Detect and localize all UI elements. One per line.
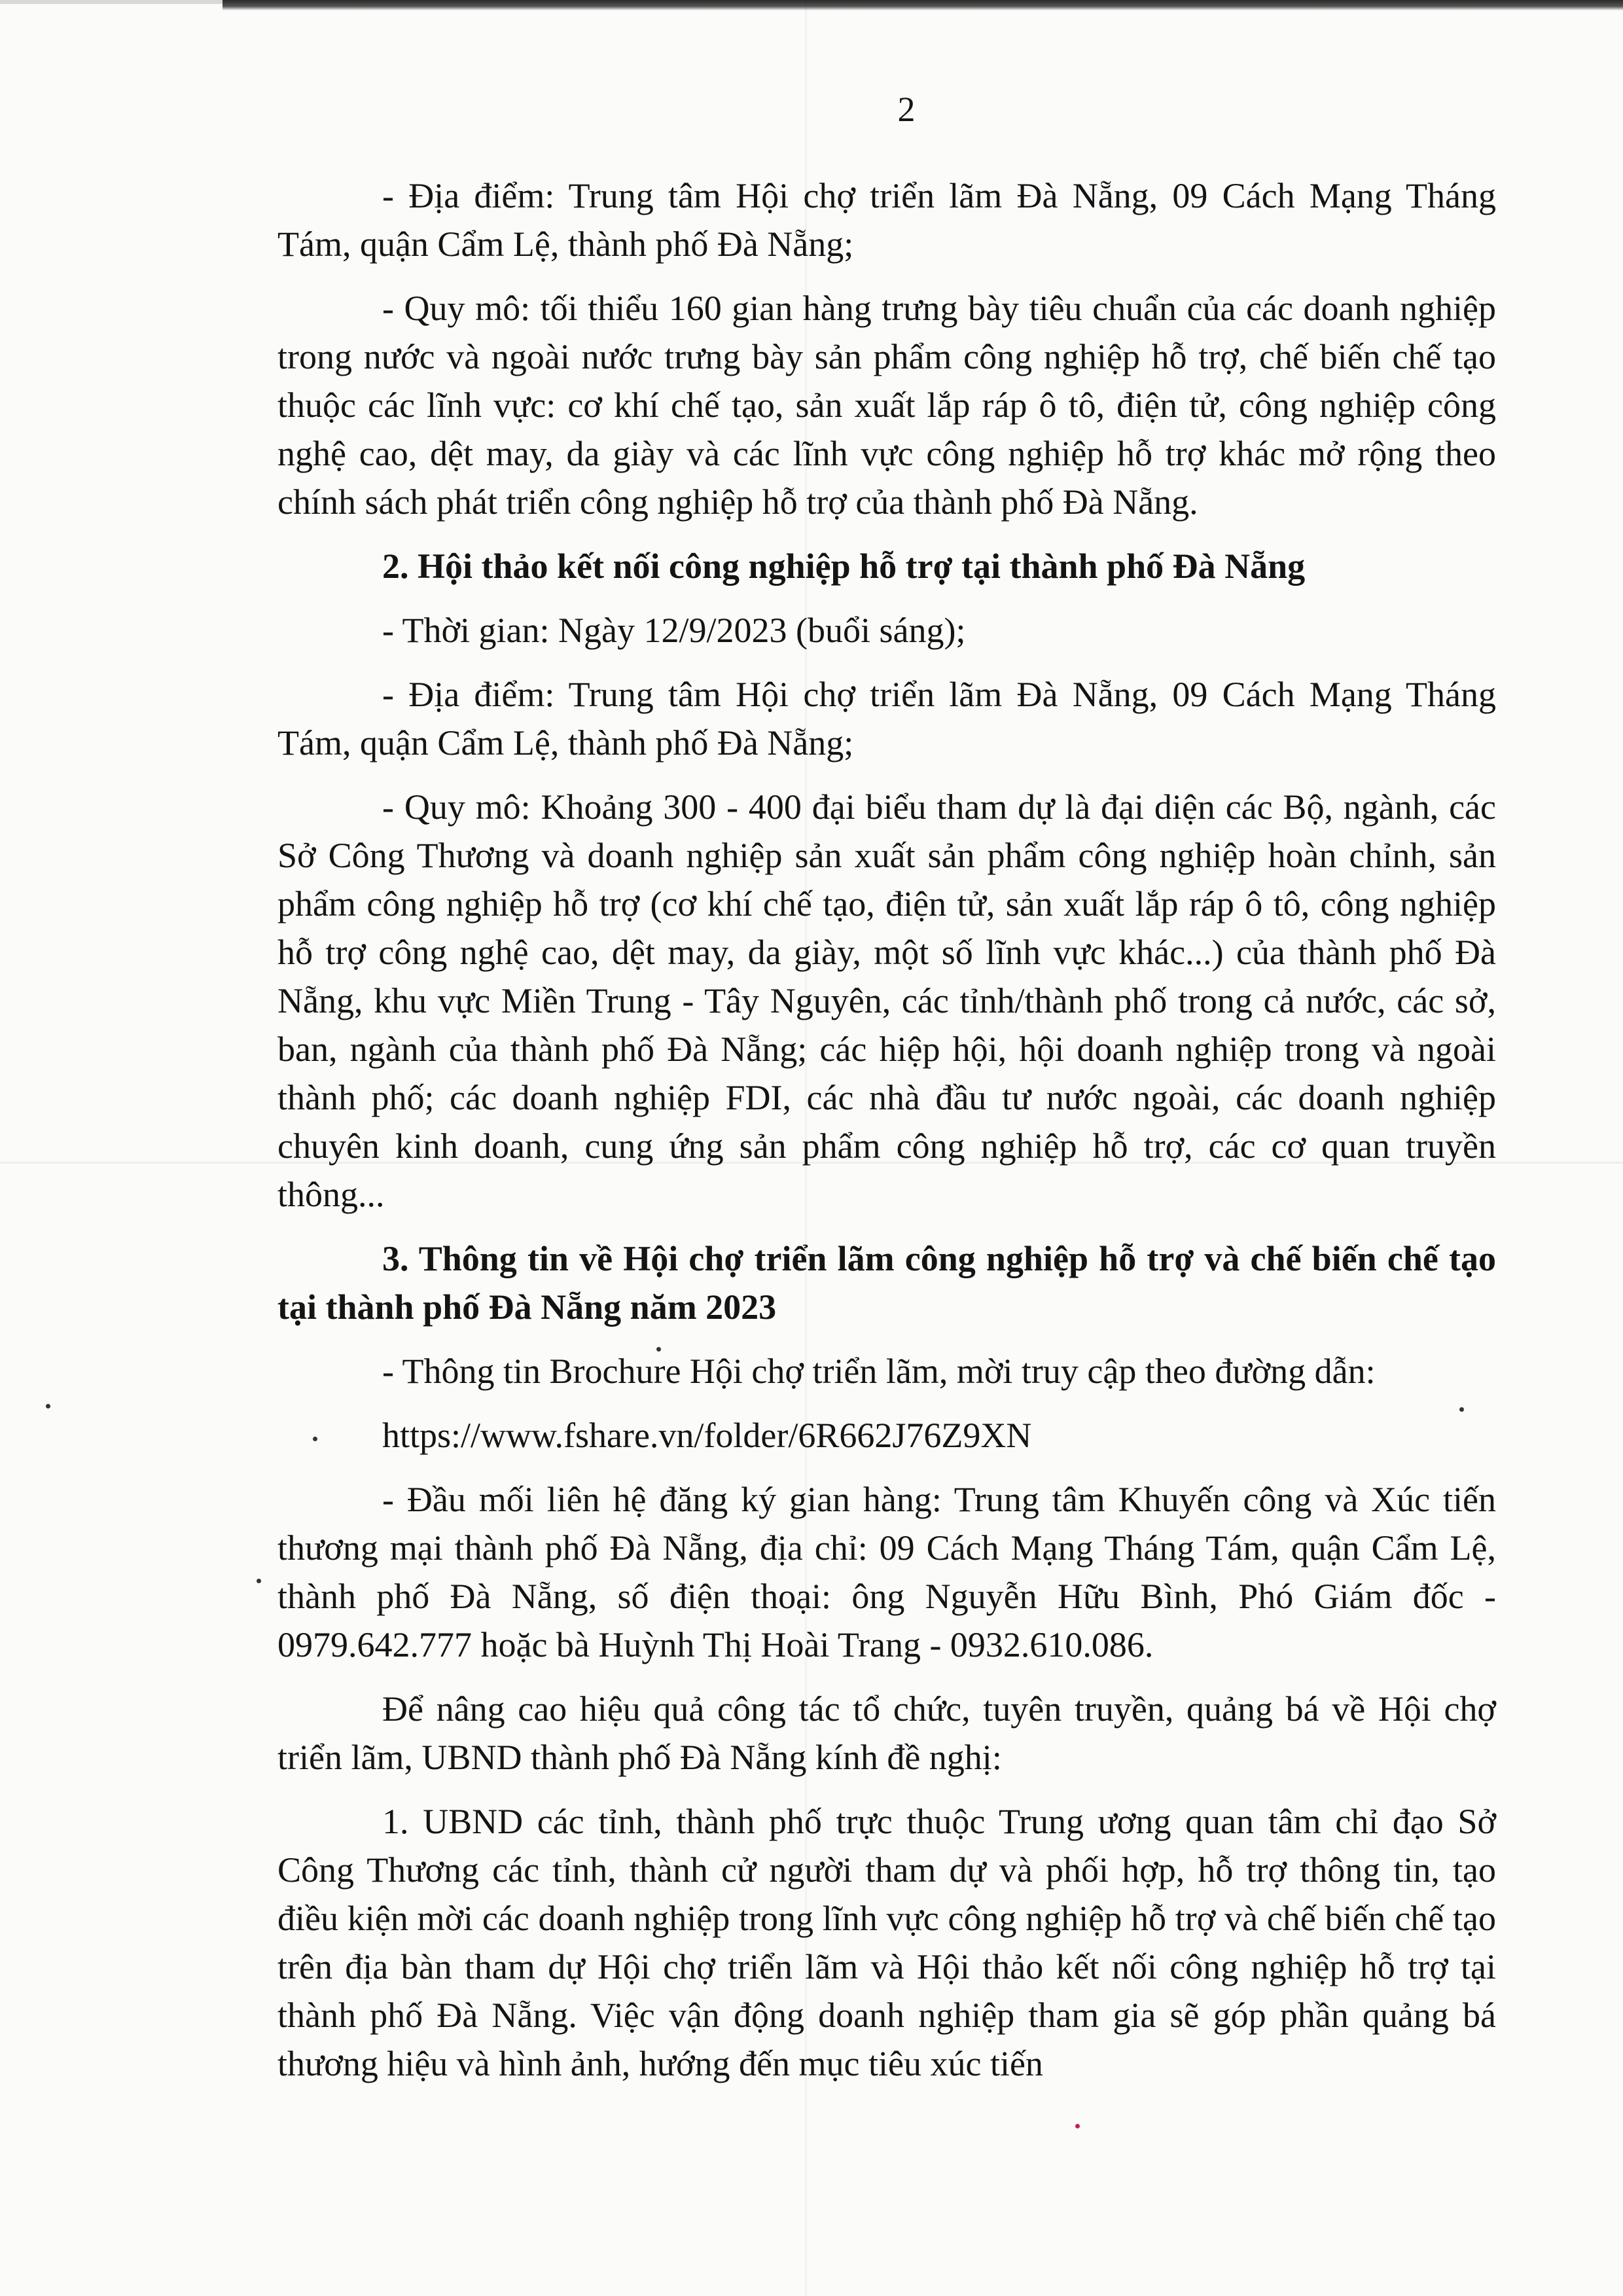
scan-speck [1075, 2124, 1080, 2128]
workshop-time: - Thời gian: Ngày 12/9/2023 (buổi sáng); [382, 611, 966, 650]
exhibition-location: - Địa điểm: Trung tâm Hội chợ triển lãm Đà Nẵng, 09 Cách Mạng Tháng Tám, quận Cẩm Lệ, thành phố Đà Nẵng; [277, 176, 1496, 264]
proposal-item-1: 1. UBND các tỉnh, thành phố trực thuộc Trung ương quan tâm chỉ đạo Sở Công Thương các tỉnh, thành cử người tham dự và phối hợp, hỗ trợ thông tin, tạo điều kiện mời các doanh nghiệp trong lĩnh vực công nghiệp hỗ trợ và chế biến chế tạo trên địa bàn tham dự Hội chợ triển lãm và Hội thảo kết nối công nghiệp hỗ trợ tại thành phố Đà Nẵng. Việc vận động doanh nghiệp tham gia sẽ góp phần quảng bá thương hiệu và hình ảnh, hướng đến mục tiêu xúc tiến [277, 1802, 1496, 2083]
section-2-heading: 2. Hội thảo kết nối công nghiệp hỗ trợ tại thành phố Đà Nẵng [382, 547, 1306, 586]
scan-top-edge-shadow [223, 0, 1623, 10]
section-3-heading: 3. Thông tin về Hội chợ triển lãm công nghiệp hỗ trợ và chế biến chế tạo tại thành phố Đà Nẵng năm 2023 [277, 1239, 1496, 1327]
workshop-scale: - Quy mô: Khoảng 300 - 400 đại biểu tham dự là đại diện các Bộ, ngành, các Sở Công Thương và doanh nghiệp sản xuất sản phẩm công nghiệp hoàn chỉnh, sản phẩm công nghiệp hỗ trợ (cơ khí chế tạo, điện tử, sản xuất lắp ráp ô tô, công nghiệp hỗ trợ công nghệ cao, dệt may, da giày, một số lĩnh vực khác...) của thành phố Đà Nẵng, khu vực Miền Trung - Tây Nguyên, các tỉnh/thành phố trong cả nước, các sở, ban, ngành của thành phố Đà Nẵng; các hiệp hội, hội doanh nghiệp trong và ngoài thành phố; các doanh nghiệp FDI, các nhà đầu tư nước ngoài, các doanh nghiệp chuyên kinh doanh, cung ứng sản phẩm công nghiệp hỗ trợ, các cơ quan truyền thông... [277, 787, 1496, 1214]
document-body [277, 171, 1496, 2088]
workshop-location: - Địa điểm: Trung tâm Hội chợ triển lãm Đà Nẵng, 09 Cách Mạng Tháng Tám, quận Cẩm Lệ, thành phố Đà Nẵng; [277, 675, 1496, 762]
booth-contact: - Đầu mối liên hệ đăng ký gian hàng: Trung tâm Khuyến công và Xúc tiến thương mại thành phố Đà Nẵng, địa chỉ: 09 Cách Mạng Tháng Tám, quận Cẩm Lệ, thành phố Đà Nẵng, số điện thoại: ông Nguyễn Hữu Bình, Phó Giám đốc - 0979.642.777 hoặc bà Huỳnh Thị Hoài Trang - 0932.610.086. [277, 1480, 1496, 1664]
scan-speck [46, 1404, 50, 1408]
brochure-info: - Thông tin Brochure Hội chợ triển lãm, mời truy cập theo đường dẫn: [382, 1352, 1376, 1391]
scan-top-edge-light [0, 0, 223, 4]
page-number: 2 [897, 90, 916, 129]
proposal-intro: Để nâng cao hiệu quả công tác tổ chức, tuyên truyền, quảng bá về Hội chợ triển lãm, UBND thành phố Đà Nẵng kính đề nghị: [277, 1689, 1496, 1777]
exhibition-scale: - Quy mô: tối thiểu 160 gian hàng trưng bày tiêu chuẩn của các doanh nghiệp trong nước và ngoài nước trưng bày sản phẩm công nghiệp hỗ trợ, chế biến chế tạo thuộc các lĩnh vực: cơ khí chế tạo, sản xuất lắp ráp ô tô, điện tử, công nghiệp công nghệ cao, dệt may, da giày và các lĩnh vực công nghiệp hỗ trợ khác mở rộng theo chính sách phát triển công nghiệp hỗ trợ của thành phố Đà Nẵng. [277, 289, 1496, 522]
brochure-url: https://www.fshare.vn/folder/6R662J76Z9XN [382, 1416, 1032, 1455]
scan-speck [257, 1579, 261, 1583]
